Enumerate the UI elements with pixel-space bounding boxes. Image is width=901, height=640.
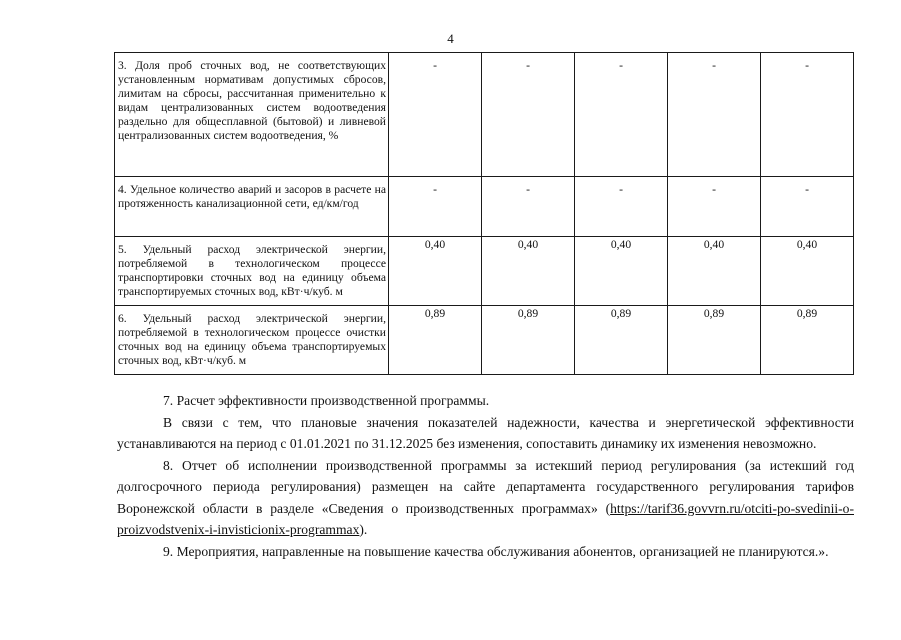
indicator-value: - — [389, 177, 482, 237]
table-row — [115, 177, 854, 237]
paragraph-7-text: В связи с тем, что плановые значения показателей надежности, качества и энергетической эффективности устанавливаются на период с 01.01.2021 по 31.12.2025 без изменения, сопоставить динамику их изменения невозможно. — [117, 414, 854, 451]
report-link[interactable]: https://tarif36.govvrn.ru/otciti-po-svedinii-o-proizvodstvenix-i-invisticionix-programmax — [117, 500, 854, 537]
indicator-value: - — [575, 177, 668, 237]
indicator-value: - — [668, 177, 761, 237]
indicator-value: - — [575, 53, 668, 177]
indicator-value: 0,40 — [575, 237, 668, 306]
indicator-value: - — [482, 53, 575, 177]
paragraph-8-body: 8. Отчет об исполнении производственной программы за истекший период регулирования (за истекший год долгосрочного периода регулирования) размещен на сайте департамента государственного регулирования тарифов Воронежской области в разделе «Сведения о производственных программах» — [117, 457, 854, 516]
link-close-paren: ). — [359, 522, 368, 537]
indicator-value: - — [482, 177, 575, 237]
indicator-description: 5. Удельный расход электрической энергии, потребляемой в технологическом процессе транспортировки сточных вод на единицу объема транспортируемых сточных вод, кВт·ч/куб. м — [115, 237, 389, 306]
table-row — [115, 306, 854, 375]
indicator-value: 0,89 — [482, 306, 575, 375]
indicator-value: 0,40 — [668, 237, 761, 306]
paragraph-9-text: 9. Мероприятия, направленные на повышение качества обслуживания абонентов, организацией не планируются.». — [163, 543, 829, 559]
indicator-value: - — [389, 53, 482, 177]
table-row — [115, 237, 854, 306]
link-open-paren: ( — [605, 500, 611, 516]
indicators-table — [114, 52, 854, 375]
indicator-value: - — [761, 53, 854, 177]
paragraph-7-heading: 7. Расчет эффективности производственной программы. — [163, 393, 490, 408]
body-text — [117, 390, 854, 562]
indicator-description: 6. Удельный расход электрической энергии, потребляемой в технологическом процессе очистки сточных вод на единицу объема транспортируемых сточных вод, кВт·ч/куб. м — [115, 306, 389, 375]
indicator-description: 4. Удельное количество аварий и засоров в расчете на протяженность канализационной сети, ед/км/год — [115, 177, 389, 237]
indicator-value: - — [761, 177, 854, 237]
indicator-value: 0,89 — [761, 306, 854, 375]
indicator-value: 0,89 — [389, 306, 482, 375]
indicator-value: - — [668, 53, 761, 177]
indicator-value: 0,40 — [761, 237, 854, 306]
indicator-description: 3. Доля проб сточных вод, не соответствующих установленным нормативам допустимых сбросов, лимитам на сбросы, рассчитанная применительно к видам централизованных систем водоотведения раздельно для общесплавной (бытовой) и ливневой централизованных систем водоотведения, % — [115, 53, 389, 177]
indicator-value: 0,40 — [389, 237, 482, 306]
table-row — [115, 53, 854, 177]
paragraph-8-text — [117, 455, 854, 541]
indicator-value: 0,89 — [668, 306, 761, 375]
indicator-value: 0,40 — [482, 237, 575, 306]
indicator-value: 0,89 — [575, 306, 668, 375]
page-number: 4 — [447, 31, 454, 46]
